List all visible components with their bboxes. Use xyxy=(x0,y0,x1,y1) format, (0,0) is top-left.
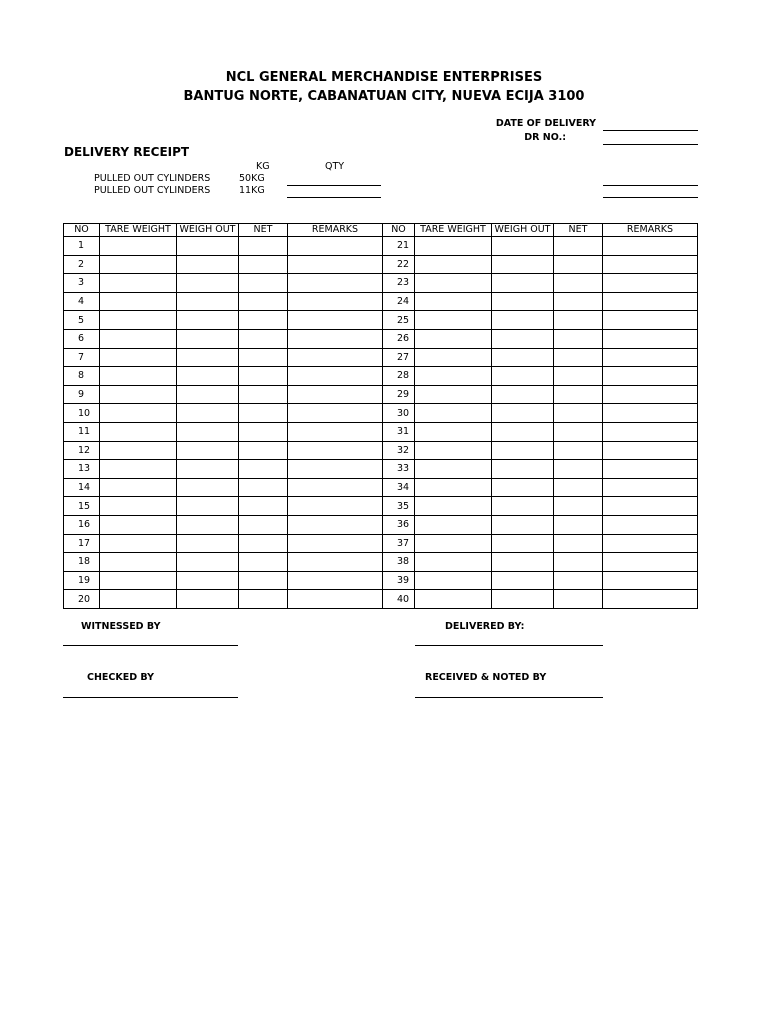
weigh-out-cell[interactable] xyxy=(492,274,554,293)
row-number-left: 8 xyxy=(64,367,100,386)
delivery-receipt-title: DELIVERY RECEIPT xyxy=(64,145,190,159)
remarks-cell[interactable] xyxy=(288,460,383,479)
pulled-out-kg-2: 11KG xyxy=(239,185,265,196)
net-cell[interactable] xyxy=(554,515,603,534)
column-header: NO xyxy=(64,224,100,237)
net-cell[interactable] xyxy=(239,571,288,590)
pulled-out-qty-field-2[interactable] xyxy=(287,197,381,198)
row-number-left: 19 xyxy=(64,571,100,590)
tare-weight-cell[interactable] xyxy=(415,237,492,256)
net-cell[interactable] xyxy=(239,237,288,256)
row-number-left: 16 xyxy=(64,515,100,534)
tare-weight-cell[interactable] xyxy=(415,422,492,441)
row-number-right: 24 xyxy=(383,292,415,311)
remarks-cell[interactable] xyxy=(603,553,698,572)
net-cell[interactable] xyxy=(554,571,603,590)
weigh-out-cell[interactable] xyxy=(492,571,554,590)
remarks-cell[interactable] xyxy=(603,329,698,348)
row-number-right: 27 xyxy=(383,348,415,367)
remarks-cell[interactable] xyxy=(603,237,698,256)
row-number-left: 15 xyxy=(64,497,100,516)
row-number-left: 17 xyxy=(64,534,100,553)
weigh-out-cell[interactable] xyxy=(177,329,239,348)
row-number-right: 33 xyxy=(383,460,415,479)
net-cell[interactable] xyxy=(239,460,288,479)
dr-no-field[interactable] xyxy=(603,144,698,145)
remarks-cell[interactable] xyxy=(288,478,383,497)
tare-weight-cell[interactable] xyxy=(100,255,177,274)
row-number-left: 14 xyxy=(64,478,100,497)
kg-header: KG xyxy=(256,161,270,172)
tare-weight-cell[interactable] xyxy=(100,460,177,479)
column-header: REMARKS xyxy=(288,224,383,237)
tare-weight-cell[interactable] xyxy=(100,237,177,256)
net-cell[interactable] xyxy=(239,497,288,516)
net-cell[interactable] xyxy=(554,590,603,609)
tare-weight-cell[interactable] xyxy=(415,478,492,497)
checked-by-signature-line[interactable] xyxy=(63,697,238,698)
net-cell[interactable] xyxy=(554,329,603,348)
column-header: TARE WEIGHT xyxy=(100,224,177,237)
net-cell[interactable] xyxy=(239,311,288,330)
weigh-out-cell[interactable] xyxy=(177,553,239,572)
tare-weight-cell[interactable] xyxy=(415,590,492,609)
table-row xyxy=(64,422,698,441)
tare-weight-cell[interactable] xyxy=(415,497,492,516)
weigh-out-cell[interactable] xyxy=(177,478,239,497)
row-number-left: 1 xyxy=(64,237,100,256)
row-number-right: 36 xyxy=(383,515,415,534)
row-number-left: 9 xyxy=(64,385,100,404)
row-number-left: 13 xyxy=(64,460,100,479)
remarks-cell[interactable] xyxy=(288,441,383,460)
remarks-cell[interactable] xyxy=(288,348,383,367)
table-row xyxy=(64,292,698,311)
pulled-out-label-1: PULLED OUT CYLINDERS xyxy=(94,173,211,184)
tare-weight-cell[interactable] xyxy=(100,404,177,423)
row-number-right: 31 xyxy=(383,422,415,441)
column-header: TARE WEIGHT xyxy=(415,224,492,237)
weigh-out-cell[interactable] xyxy=(492,478,554,497)
table-row xyxy=(64,460,698,479)
net-cell[interactable] xyxy=(239,292,288,311)
weigh-out-cell[interactable] xyxy=(492,497,554,516)
weigh-out-cell[interactable] xyxy=(177,460,239,479)
remarks-cell[interactable] xyxy=(603,404,698,423)
column-header: NO xyxy=(383,224,415,237)
net-cell[interactable] xyxy=(554,441,603,460)
table-row xyxy=(64,571,698,590)
net-cell[interactable] xyxy=(239,404,288,423)
checked-by-label: CHECKED BY xyxy=(87,672,155,683)
weigh-out-cell[interactable] xyxy=(492,311,554,330)
weigh-out-cell[interactable] xyxy=(492,367,554,386)
row-number-right: 37 xyxy=(383,534,415,553)
table-header-row xyxy=(64,224,698,237)
remarks-cell[interactable] xyxy=(603,311,698,330)
row-number-right: 40 xyxy=(383,590,415,609)
net-cell[interactable] xyxy=(239,348,288,367)
column-header: WEIGH OUT xyxy=(492,224,554,237)
row-number-left: 5 xyxy=(64,311,100,330)
row-number-left: 20 xyxy=(64,590,100,609)
weigh-out-cell[interactable] xyxy=(177,311,239,330)
row-number-left: 12 xyxy=(64,441,100,460)
tare-weight-cell[interactable] xyxy=(415,404,492,423)
remarks-cell[interactable] xyxy=(288,329,383,348)
remarks-cell[interactable] xyxy=(603,255,698,274)
net-cell[interactable] xyxy=(239,329,288,348)
weigh-out-cell[interactable] xyxy=(492,404,554,423)
row-number-right: 30 xyxy=(383,404,415,423)
remarks-cell[interactable] xyxy=(288,497,383,516)
tare-weight-cell[interactable] xyxy=(415,460,492,479)
weigh-out-cell[interactable] xyxy=(177,515,239,534)
remarks-cell[interactable] xyxy=(603,274,698,293)
tare-weight-cell[interactable] xyxy=(415,441,492,460)
net-cell[interactable] xyxy=(239,274,288,293)
tare-weight-cell[interactable] xyxy=(415,367,492,386)
qty-header: QTY xyxy=(325,161,345,172)
remarks-cell[interactable] xyxy=(288,292,383,311)
table-row xyxy=(64,367,698,386)
company-name: NCL GENERAL MERCHANDISE ENTERPRISES xyxy=(225,70,543,85)
net-cell[interactable] xyxy=(239,441,288,460)
net-cell[interactable] xyxy=(554,497,603,516)
remarks-cell[interactable] xyxy=(603,515,698,534)
weigh-out-cell[interactable] xyxy=(492,237,554,256)
delivered-by-signature-line[interactable] xyxy=(415,645,603,646)
tare-weight-cell[interactable] xyxy=(100,422,177,441)
table-row xyxy=(64,311,698,330)
net-cell[interactable] xyxy=(239,478,288,497)
net-cell[interactable] xyxy=(554,311,603,330)
weigh-out-cell[interactable] xyxy=(492,590,554,609)
row-number-right: 28 xyxy=(383,367,415,386)
weigh-out-cell[interactable] xyxy=(177,255,239,274)
table-row xyxy=(64,348,698,367)
net-cell[interactable] xyxy=(239,534,288,553)
pulled-out-kg-1: 50KG xyxy=(239,173,265,184)
witnessed-by-signature-line[interactable] xyxy=(63,645,238,646)
net-cell[interactable] xyxy=(239,385,288,404)
remarks-cell[interactable] xyxy=(288,422,383,441)
row-number-left: 10 xyxy=(64,404,100,423)
tare-weight-cell[interactable] xyxy=(100,292,177,311)
table-row xyxy=(64,274,698,293)
remarks-cell[interactable] xyxy=(288,515,383,534)
remarks-cell[interactable] xyxy=(603,460,698,479)
table-row xyxy=(64,441,698,460)
row-number-left: 6 xyxy=(64,329,100,348)
tare-weight-cell[interactable] xyxy=(100,553,177,572)
net-cell[interactable] xyxy=(554,348,603,367)
remarks-cell[interactable] xyxy=(603,571,698,590)
tare-weight-cell[interactable] xyxy=(100,571,177,590)
tare-weight-cell[interactable] xyxy=(100,367,177,386)
tare-weight-cell[interactable] xyxy=(415,348,492,367)
tare-weight-cell[interactable] xyxy=(415,515,492,534)
net-cell[interactable] xyxy=(554,404,603,423)
date-of-delivery-field[interactable] xyxy=(603,130,698,131)
table-row xyxy=(64,515,698,534)
weigh-out-cell[interactable] xyxy=(177,422,239,441)
table-row xyxy=(64,255,698,274)
remarks-cell[interactable] xyxy=(288,367,383,386)
net-cell[interactable] xyxy=(554,460,603,479)
row-number-left: 11 xyxy=(64,422,100,441)
remarks-cell[interactable] xyxy=(603,422,698,441)
remarks-cell[interactable] xyxy=(288,311,383,330)
remarks-cell[interactable] xyxy=(603,534,698,553)
row-number-right: 39 xyxy=(383,571,415,590)
delivered-by-label: DELIVERED BY: xyxy=(445,621,525,632)
table-row xyxy=(64,590,698,609)
tare-weight-cell[interactable] xyxy=(100,497,177,516)
tare-weight-cell[interactable] xyxy=(415,329,492,348)
tare-weight-cell[interactable] xyxy=(415,255,492,274)
remarks-cell[interactable] xyxy=(603,478,698,497)
weight-table xyxy=(63,223,698,609)
weigh-out-cell[interactable] xyxy=(177,385,239,404)
remarks-cell[interactable] xyxy=(603,441,698,460)
net-cell[interactable] xyxy=(239,255,288,274)
received-noted-by-signature-line[interactable] xyxy=(415,697,603,698)
weigh-out-cell[interactable] xyxy=(177,497,239,516)
net-cell[interactable] xyxy=(239,590,288,609)
table-row xyxy=(64,534,698,553)
tare-weight-cell[interactable] xyxy=(415,571,492,590)
remarks-cell[interactable] xyxy=(288,237,383,256)
column-header: WEIGH OUT xyxy=(177,224,239,237)
weigh-out-cell[interactable] xyxy=(177,441,239,460)
tare-weight-cell[interactable] xyxy=(100,348,177,367)
row-number-right: 26 xyxy=(383,329,415,348)
tare-weight-cell[interactable] xyxy=(415,385,492,404)
date-of-delivery-label: DATE OF DELIVERY xyxy=(495,118,596,129)
column-header: NET xyxy=(239,224,288,237)
row-number-left: 2 xyxy=(64,255,100,274)
dr-no-label: DR NO.: xyxy=(524,132,566,143)
remarks-cell[interactable] xyxy=(603,497,698,516)
net-cell[interactable] xyxy=(239,367,288,386)
weigh-out-cell[interactable] xyxy=(492,534,554,553)
weigh-out-cell[interactable] xyxy=(492,329,554,348)
remarks-cell[interactable] xyxy=(288,590,383,609)
row-number-right: 23 xyxy=(383,274,415,293)
tare-weight-cell[interactable] xyxy=(415,292,492,311)
tare-weight-cell[interactable] xyxy=(100,590,177,609)
tare-weight-cell[interactable] xyxy=(100,478,177,497)
tare-weight-cell[interactable] xyxy=(100,329,177,348)
weigh-out-cell[interactable] xyxy=(492,515,554,534)
table-row xyxy=(64,404,698,423)
column-header: NET xyxy=(554,224,603,237)
blank-field-1[interactable] xyxy=(603,185,698,186)
net-cell[interactable] xyxy=(554,237,603,256)
net-cell[interactable] xyxy=(554,367,603,386)
net-cell[interactable] xyxy=(554,422,603,441)
remarks-cell[interactable] xyxy=(603,385,698,404)
remarks-cell[interactable] xyxy=(288,571,383,590)
tare-weight-cell[interactable] xyxy=(100,385,177,404)
tare-weight-cell[interactable] xyxy=(100,515,177,534)
table-body xyxy=(64,237,698,609)
row-number-right: 21 xyxy=(383,237,415,256)
row-number-left: 3 xyxy=(64,274,100,293)
received-noted-by-label: RECEIVED & NOTED BY xyxy=(425,672,547,683)
pulled-out-label-2: PULLED OUT CYLINDERS xyxy=(94,185,211,196)
row-number-right: 25 xyxy=(383,311,415,330)
row-number-left: 18 xyxy=(64,553,100,572)
weigh-out-cell[interactable] xyxy=(492,255,554,274)
weigh-out-cell[interactable] xyxy=(177,237,239,256)
remarks-cell[interactable] xyxy=(603,367,698,386)
table-row xyxy=(64,478,698,497)
row-number-right: 32 xyxy=(383,441,415,460)
weigh-out-cell[interactable] xyxy=(492,292,554,311)
tare-weight-cell[interactable] xyxy=(415,534,492,553)
remarks-cell[interactable] xyxy=(288,404,383,423)
tare-weight-cell[interactable] xyxy=(415,311,492,330)
weigh-out-cell[interactable] xyxy=(177,367,239,386)
net-cell[interactable] xyxy=(239,515,288,534)
weigh-out-cell[interactable] xyxy=(492,553,554,572)
table-row xyxy=(64,385,698,404)
table-row xyxy=(64,553,698,572)
remarks-cell[interactable] xyxy=(603,348,698,367)
company-address: BANTUG NORTE, CABANATUAN CITY, NUEVA ECIJA 3100 xyxy=(183,89,585,104)
weigh-out-cell[interactable] xyxy=(177,571,239,590)
row-number-right: 35 xyxy=(383,497,415,516)
net-cell[interactable] xyxy=(239,553,288,572)
remarks-cell[interactable] xyxy=(288,385,383,404)
weigh-out-cell[interactable] xyxy=(492,441,554,460)
remarks-cell[interactable] xyxy=(288,274,383,293)
column-header: REMARKS xyxy=(603,224,698,237)
witnessed-by-label: WITNESSED BY xyxy=(81,621,161,632)
remarks-cell[interactable] xyxy=(603,590,698,609)
weigh-out-cell[interactable] xyxy=(177,274,239,293)
row-number-right: 22 xyxy=(383,255,415,274)
tare-weight-cell[interactable] xyxy=(100,534,177,553)
weigh-out-cell[interactable] xyxy=(177,590,239,609)
tare-weight-cell[interactable] xyxy=(100,311,177,330)
net-cell[interactable] xyxy=(239,422,288,441)
row-number-right: 38 xyxy=(383,553,415,572)
table-row xyxy=(64,497,698,516)
remarks-cell[interactable] xyxy=(288,553,383,572)
row-number-left: 7 xyxy=(64,348,100,367)
weigh-out-cell[interactable] xyxy=(492,385,554,404)
remarks-cell[interactable] xyxy=(288,255,383,274)
net-cell[interactable] xyxy=(554,255,603,274)
weigh-out-cell[interactable] xyxy=(177,292,239,311)
net-cell[interactable] xyxy=(554,274,603,293)
weigh-out-cell[interactable] xyxy=(492,460,554,479)
table-row xyxy=(64,329,698,348)
table-row xyxy=(64,237,698,256)
net-cell[interactable] xyxy=(554,292,603,311)
tare-weight-cell[interactable] xyxy=(100,441,177,460)
weigh-out-cell[interactable] xyxy=(177,404,239,423)
weigh-out-cell[interactable] xyxy=(177,534,239,553)
row-number-left: 4 xyxy=(64,292,100,311)
pulled-out-qty-field-1[interactable] xyxy=(287,185,381,186)
net-cell[interactable] xyxy=(554,478,603,497)
row-number-right: 29 xyxy=(383,385,415,404)
remarks-cell[interactable] xyxy=(288,534,383,553)
tare-weight-cell[interactable] xyxy=(100,274,177,293)
weigh-out-cell[interactable] xyxy=(492,422,554,441)
blank-field-2[interactable] xyxy=(603,197,698,198)
weigh-out-cell[interactable] xyxy=(177,348,239,367)
remarks-cell[interactable] xyxy=(603,292,698,311)
net-cell[interactable] xyxy=(554,534,603,553)
weigh-out-cell[interactable] xyxy=(492,348,554,367)
net-cell[interactable] xyxy=(554,385,603,404)
tare-weight-cell[interactable] xyxy=(415,553,492,572)
row-number-right: 34 xyxy=(383,478,415,497)
tare-weight-cell[interactable] xyxy=(415,274,492,293)
net-cell[interactable] xyxy=(554,553,603,572)
